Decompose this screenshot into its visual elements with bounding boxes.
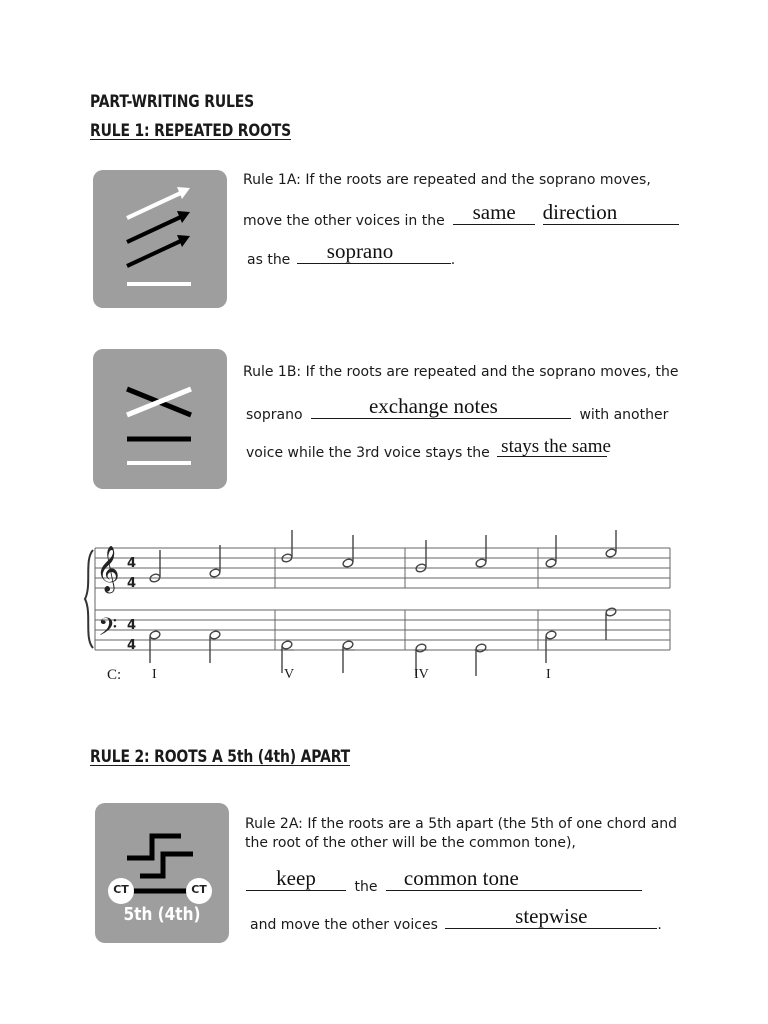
rule2a-mid-text: the [354, 879, 378, 895]
note [475, 558, 487, 568]
grand-staff [80, 530, 680, 700]
note [281, 640, 293, 650]
page-title: PART-WRITING RULES [90, 92, 254, 112]
rule1a-blank-2 [542, 200, 679, 225]
ct-left-label: CT [113, 883, 129, 896]
treble-time-bottom: 4 [127, 576, 137, 591]
rule2a-line4 [250, 904, 662, 933]
rule1-heading: RULE 1: REPEATED ROOTS [90, 121, 291, 141]
rule2a-answer-stepwise: stepwise [515, 904, 588, 928]
treble-clef: 𝄞 [96, 546, 120, 592]
rule2-heading: RULE 2: ROOTS A 5th (4th) APART [90, 747, 350, 767]
rule1b-blank-1 [311, 394, 571, 419]
bass-time-bottom: 4 [127, 638, 137, 653]
note [415, 643, 427, 653]
rule1a-line3-text: as the [247, 252, 291, 268]
rule2a-answer-common-tone: common tone [403, 866, 519, 890]
treble-time-top: 4 [127, 556, 137, 571]
rule1b-line3 [246, 436, 611, 461]
rule1a-blank-1 [453, 200, 535, 225]
rule2a-blank-1 [246, 866, 346, 891]
rule1b-line3-text: voice while the 3rd voice stays the [246, 445, 490, 461]
rule1a-period: . [450, 252, 456, 268]
rule1a-line1: Rule 1A: If the roots are repeated and the soprano moves, [243, 172, 651, 188]
rule1a-answer-soprano: soprano [326, 239, 394, 263]
rule2a-blank-3 [445, 904, 657, 929]
rule2a-line2: the root of the other will be the common tone), [245, 835, 576, 851]
bass-time-top: 4 [127, 618, 137, 633]
note [545, 630, 557, 640]
ct-right-label: CT [191, 883, 207, 896]
roman-numeral-4: I [546, 667, 551, 682]
note [605, 548, 617, 558]
note [342, 640, 354, 650]
rule1a-icon-box [93, 170, 227, 308]
rule1b-line1: Rule 1B: If the roots are repeated and the soprano moves, the [243, 364, 679, 380]
rule1b-blank-2 [497, 436, 611, 457]
rule1b-line2 [246, 394, 669, 423]
rule1a-line2-text: move the other voices in the [243, 213, 445, 229]
rule1a-answer-direction: direction [542, 200, 618, 224]
rule2a-line3 [246, 866, 642, 895]
bass-clef: 𝄢 [98, 613, 118, 648]
note [342, 558, 354, 568]
note [605, 607, 617, 617]
note [209, 630, 221, 640]
rule1b-line2-text-a: soprano [246, 407, 303, 423]
roman-numeral-1: I [152, 667, 157, 682]
key-label: C: [107, 667, 122, 683]
rule2a-answer-keep: keep [276, 866, 316, 890]
voice-exchange-icon [93, 349, 227, 489]
rule2a-line4-text: and move the other voices [250, 917, 438, 933]
rule1b-icon-box [93, 349, 227, 489]
note [545, 558, 557, 568]
roman-numeral-3: IV [414, 667, 429, 682]
rule1a-line2 [243, 200, 679, 229]
rule1a-blank-3 [297, 239, 451, 264]
rule1a-answer-same: same [472, 200, 516, 224]
rule2a-blank-2 [386, 866, 642, 891]
rule1b-answer-stays-the-same: stays the same [501, 436, 611, 457]
rule1b-line2-text-b: with another [579, 407, 669, 423]
rule2a-icon-box [95, 803, 229, 943]
rule2a-period: . [657, 917, 662, 933]
rule1a-line3 [247, 239, 456, 268]
note [149, 630, 161, 640]
brace [85, 550, 93, 648]
music-example [80, 530, 680, 700]
interval-label: 5th (4th) [123, 904, 201, 925]
rule1b-answer-exchange-notes: exchange notes [368, 394, 498, 418]
rule2a-line1: Rule 2A: If the roots are a 5th apart (the 5th of one chord and [245, 816, 678, 832]
note [209, 568, 221, 578]
note [475, 643, 487, 653]
roman-numeral-2: V [284, 667, 295, 682]
parallel-arrows-icon [93, 170, 227, 308]
